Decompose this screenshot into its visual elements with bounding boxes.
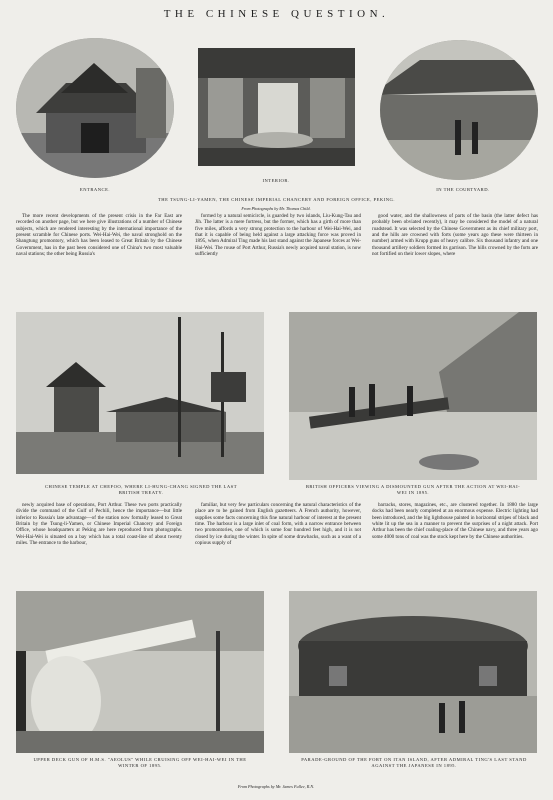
article-column-2 <box>195 213 361 257</box>
temple-photo <box>16 312 264 474</box>
interior-caption: INTERIOR. <box>262 178 290 183</box>
article-text: formed by a natural semicircle, is guarded by two islands, Liu-Kung-Tau and Jih. The latter is a mere fortress, but the former, which has a girth of more than five miles, affords a very strong protection to the harbour of Wei-Hai-Wei, and that it is capable of being held against a large attacking force was proved in 1895, when Admiral Ting made his last stand against the Japanese forces at Wei-Hai-Wei. The rouse of Port Arthur, Russia's newly acquired naval station, is now sufficiently <box>195 213 361 258</box>
article-column-4 <box>16 502 182 546</box>
entrance-photo <box>16 38 174 178</box>
courtyard-caption: IN THE COURTYARD. <box>436 187 490 192</box>
deck-gun-caption: UPPER DECK GUN OF H.M.S. "AEOLUS" WHILE CRUISING OFF WEI-HAI-WEI IN THE WINTER OF 1895. <box>33 757 247 768</box>
top-photo-credit: From Photographs by Mr. Thomas Child. <box>241 206 311 211</box>
officers-caption: BRITISH OFFICERS VIEWING A DISMOUNTED GUN AFTER THE ACTION AT WEI-HAI-WEI IN 1895. <box>305 484 521 495</box>
temple-caption: CHINESE TEMPLE AT CHEFOO, WHERE LI-HUNG-CHANG SIGNED THE LAST BRITISH TREATY. <box>44 484 238 495</box>
article-text: good water, and the shallowness of parts of the basin (the latter defect has probably been obviated recently), it may be considered the model of a natural roadstead. It was selected by the Chinese Government as its chief military port, and the hills are crowned with forts (some years ago these were thirteen in number) armed with Krupp guns of heavy calibre. Six thousand infantry and one thousand artillery soldiers formed its garrison. The hills crowned by the forts are not fortified on their lower slopes, where <box>372 213 538 258</box>
article-text: barracks, stores, magazines, etc., are clustered together. In 1880 the large docks had been nearly completed at an enormous expense. Electric lighting had been introduced, and the big lighthouse painted in horizontal stripes of black and white lit up the sea in a manner to prevent the surprises of a night attack. Port Arthur has been the chief coaling-place of the Chinese navy, and three years ago some 4000 tons of coal was the stock kept here by the Chinese authorities. <box>372 502 538 540</box>
courtyard-photo <box>380 40 538 180</box>
article-column-1 <box>16 213 182 257</box>
article-column-5 <box>195 502 361 546</box>
parade-ground-caption: PARADE-GROUND OF THE FORT ON ITAN ISLAND, AFTER ADMIRAL TING'S LAST STAND AGAINST THE JAPANESE IN 1895. <box>301 757 527 768</box>
article-column-6 <box>372 502 538 540</box>
article-text: The more recent developments of the present crisis in the Far East are recorded on another page, but we here give illustrations of a number of Chinese subjects, which are rendered interesting by the international importance of the present scramble for Chinese ports. Wei-Hai-Wei, the naval stronghold on the Shangtung promontory, which has been leased to Great Britain by the Chinese Government, has in the past been considered one of China's two most valuable naval stations; the other being Russia's <box>16 213 182 258</box>
officers-photo <box>289 312 537 480</box>
bottom-photo-credit: From Photographs by Mr. James Fullee, R.N. <box>237 784 315 789</box>
parade-ground-photo <box>289 591 537 753</box>
page-title: THE CHINESE QUESTION. <box>163 8 390 20</box>
article-text: familiar, but very few particulars concerning the natural characteristics of the place are to be gained from English gazetteers. A French authority, however, supplies some facts concerning this fine natural harbour of interest at the present time. The harbour is a large inlet of coal form, with a narrow entrance between two promontories, one of which is some four hundred feet high, and it is not closed by ice during the winter. In spite of some drawbacks, such as a want of a copious supply of <box>195 502 361 547</box>
article-column-3 <box>372 213 538 257</box>
top-main-caption: THE TSUNG-LI-YAMEN, THE CHINESE IMPERIAL CHANCERY AND FOREIGN OFFICE, PEKING. <box>157 197 396 202</box>
entrance-caption: ENTRANCE. <box>79 187 111 192</box>
interior-photo <box>198 48 355 166</box>
deck-gun-photo <box>16 591 264 753</box>
article-text: newly acquired base of operations, Port Arthur. These two ports practically divide the command of the Gulf of Pechili, hence the importance—but little inferior to Russia's late advantage—of the station now formally leased to Great Britain by the Tsung-li-Yamen, or Chinese Imperial Chancery and Foreign Office, whose headquarters at Peking are here reproduced from photographs. Wei-Hai-Wei is situated on a bay which has a total coast-line of about twenty miles. The entrance to the harbour, <box>16 502 182 547</box>
